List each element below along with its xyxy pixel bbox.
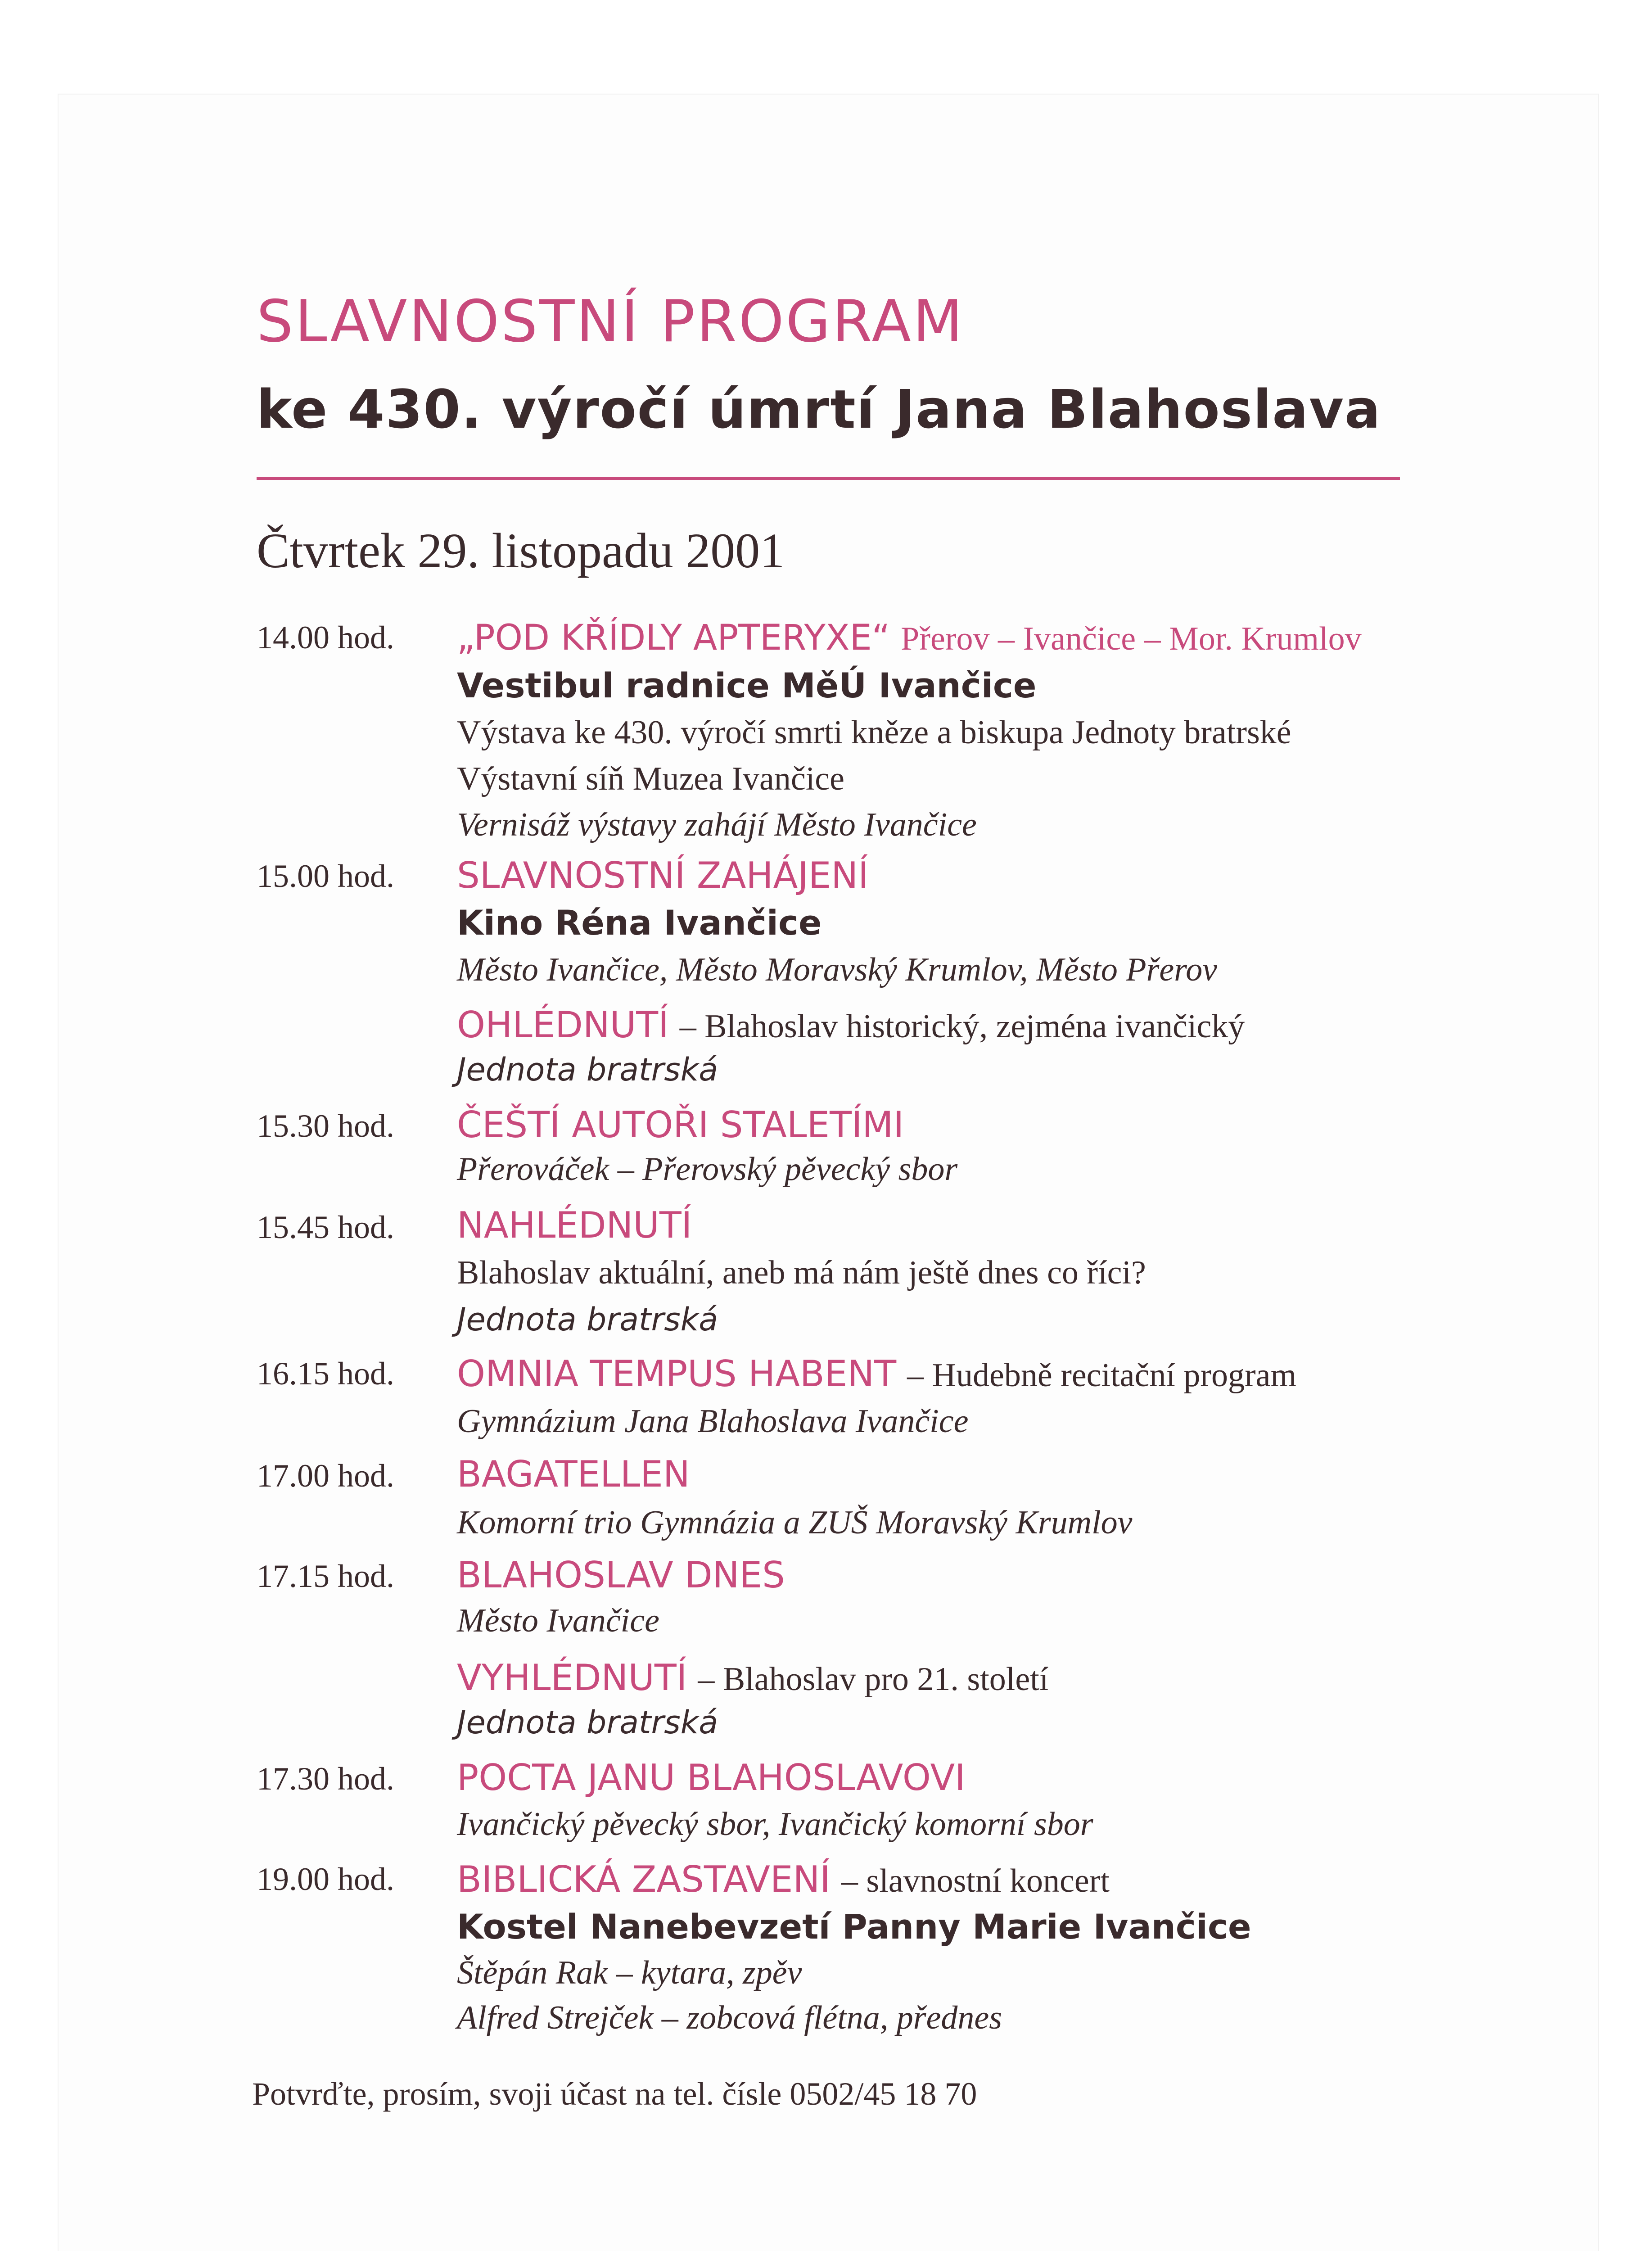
time-1700: 17.00 hod. xyxy=(257,1458,394,1494)
time-1615: 16.15 hod. xyxy=(257,1356,394,1392)
item-description: Výstavní síň Muzea Ivančice xyxy=(457,760,844,797)
item-title: ČEŠTÍ AUTOŘI STALETÍMI xyxy=(457,1104,904,1146)
time-1730: 17.30 hod. xyxy=(257,1761,394,1797)
item-title: POCTA JANU BLAHOSLAVOVI xyxy=(457,1757,966,1799)
item-description: Blahoslav aktuální, aneb má nám ještě dnes co říci? xyxy=(457,1254,1146,1291)
item-title: OMNIA TEMPUS HABENT xyxy=(457,1353,897,1395)
item-venue: Kino Réna Ivančice xyxy=(457,903,822,943)
program-title: SLAVNOSTNÍ PROGRAM xyxy=(257,288,965,355)
subitem-performer: Jednota bratrská xyxy=(457,1051,718,1088)
time-1545: 15.45 hod. xyxy=(257,1209,394,1245)
item-performers: Město Ivančice, Město Moravský Krumlov, Město Přerov xyxy=(457,951,1218,988)
time-1400: 14.00 hod. xyxy=(257,619,394,655)
item-performers: Přerováček – Přerovský pěvecký sbor xyxy=(457,1151,958,1188)
item-title: BAGATELLEN xyxy=(457,1453,690,1495)
event-date: Čtvrtek 29. listopadu 2001 xyxy=(257,523,785,578)
subitem-suffix: – Blahoslav historický, zejména ivančický xyxy=(679,1008,1245,1045)
item-venue: Kostel Nanebevzetí Panny Marie Ivančice xyxy=(457,1907,1251,1947)
item-performers: Gymnázium Jana Blahoslava Ivančice xyxy=(457,1403,969,1440)
item-performers: Štěpán Rak – kytara, zpěv xyxy=(457,1954,802,1991)
item-venue: Vestibul radnice MěÚ Ivančice xyxy=(457,665,1037,705)
program-item-title xyxy=(457,1353,1296,1395)
subitem-title: OHLÉDNUTÍ xyxy=(457,1004,669,1046)
program-item-title xyxy=(457,1858,1110,1900)
item-performers: Město Ivančice xyxy=(457,1602,659,1639)
subitem-performer: Jednota bratrská xyxy=(457,1704,718,1741)
item-title-suffix: Přerov – Ivančice – Mor. Krumlov xyxy=(901,620,1362,657)
program-subitem xyxy=(457,1657,1048,1699)
item-performers: Alfred Strejček – zobcová flétna, přednes xyxy=(457,1999,1002,2036)
item-performers: Jednota bratrská xyxy=(457,1301,718,1338)
item-performers: Vernisáž výstavy zahájí Město Ivančice xyxy=(457,806,977,843)
time-1500: 15.00 hod. xyxy=(257,858,394,894)
subitem-suffix: – Blahoslav pro 21. století xyxy=(698,1661,1049,1698)
item-title: SLAVNOSTNÍ ZAHÁJENÍ xyxy=(457,854,869,896)
title-divider xyxy=(257,477,1400,480)
time-1715: 17.15 hod. xyxy=(257,1558,394,1594)
item-title: BIBLICKÁ ZASTAVENÍ xyxy=(457,1858,831,1900)
item-title: NAHLÉDNUTÍ xyxy=(457,1204,692,1246)
subitem-title: VYHLÉDNUTÍ xyxy=(457,1657,687,1699)
item-title: BLAHOSLAV DNES xyxy=(457,1554,785,1596)
item-performers: Ivančický pěvecký sbor, Ivančický komorní sbor xyxy=(457,1806,1093,1843)
item-description: Výstava ke 430. výročí smrti kněze a biskupa Jednoty bratrské xyxy=(457,714,1291,751)
time-1530: 15.30 hod. xyxy=(257,1108,394,1144)
program-subitem xyxy=(457,1004,1245,1046)
item-title: „POD KŘÍDLY APTERYXE“ xyxy=(457,618,890,658)
rsvp-footer: Potvrďte, prosím, svoji účast na tel. čísle 0502/45 18 70 xyxy=(252,2076,977,2112)
program-subtitle: ke 430. výročí úmrtí Jana Blahoslava xyxy=(257,378,1381,440)
time-1900: 19.00 hod. xyxy=(257,1861,394,1897)
item-title-suffix: – slavnostní koncert xyxy=(841,1862,1110,1899)
item-title-suffix: – Hudebně recitační program xyxy=(907,1357,1297,1394)
item-performers: Komorní trio Gymnázia a ZUŠ Moravský Krumlov xyxy=(457,1504,1133,1541)
program-item-title xyxy=(457,618,1362,658)
